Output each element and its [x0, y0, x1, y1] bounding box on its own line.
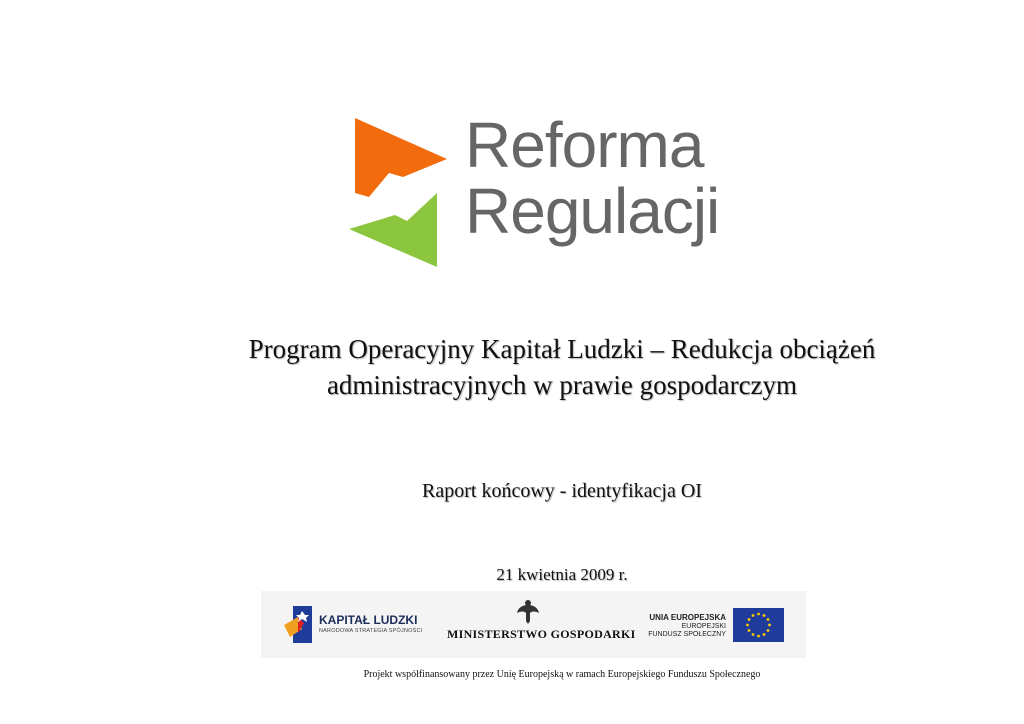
- fundusz-spoleczny-label: FUNDUSZ SPOŁECZNY: [648, 631, 726, 638]
- logo-green-shape: [349, 193, 437, 267]
- document-subtitle: Raport końcowy - identyfikacja OI: [422, 480, 702, 502]
- title-line-1: Program Operacyjny Kapitał Ludzki – Redukcja obciążeń: [248, 334, 876, 364]
- logo-orange-shape: [355, 118, 447, 197]
- logo-line-1: Reforma: [465, 109, 704, 181]
- eu-flag-icon: [733, 608, 784, 642]
- document-title: [60, 331, 1024, 403]
- kapital-ludzki-label: KAPITAŁ LUDZKI: [319, 613, 418, 627]
- cofinancing-note: Projekt współfinansowany przez Unię Europejską w ramach Europejskiego Funduszu Społecznego: [363, 669, 761, 680]
- logo-line-2: Regulacji: [465, 175, 720, 247]
- eagle-emblem-icon: [516, 599, 540, 625]
- kapital-ludzki-sublabel: NARODOWA STRATEGIA SPÓJNOŚCI: [319, 628, 423, 634]
- document-date: 21 kwietnia 2009 r.: [496, 565, 628, 584]
- funding-logos-banner: [261, 591, 806, 658]
- unia-europejska-label: UNIA EUROPEJSKA: [649, 613, 726, 622]
- ministerstwo-label: MINISTERSTWO GOSPODARKI: [447, 627, 636, 641]
- europejski-label: EUROPEJSKI: [681, 623, 726, 630]
- logo-wordmark: [465, 109, 720, 247]
- title-line-2: administracyjnych w prawie gospodarczym: [326, 370, 798, 400]
- kapital-ludzki-icon: [284, 603, 314, 645]
